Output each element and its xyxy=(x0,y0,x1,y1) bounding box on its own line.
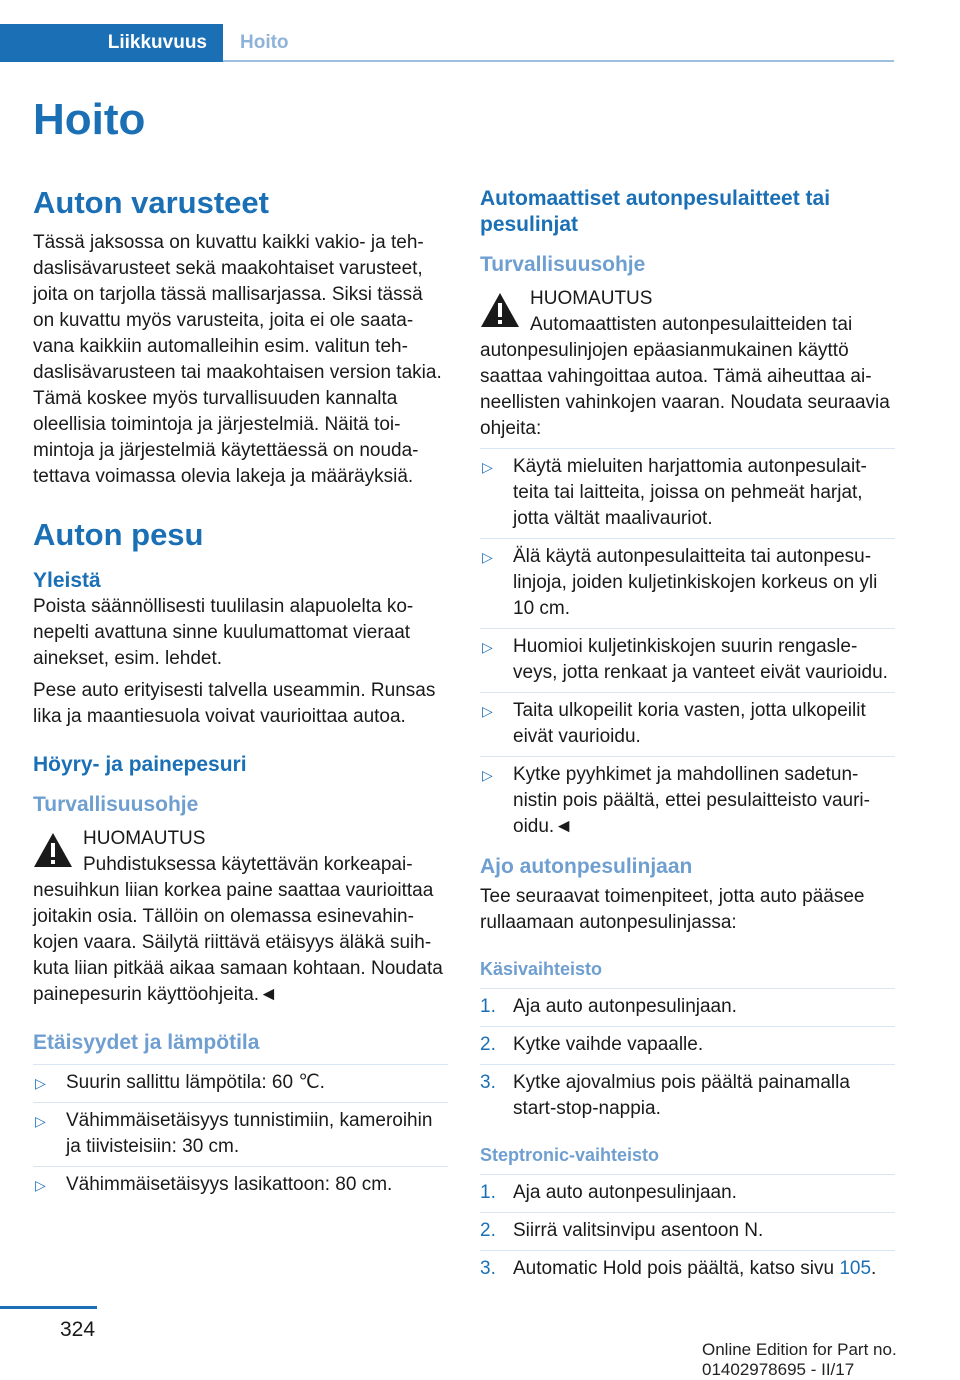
steptronic-steps-list xyxy=(480,1174,895,1282)
manual-steps-list xyxy=(480,988,895,1122)
heading-automaattiset-pesulaitteet: Automaattiset autonpesulaitteet tai pesulinjat xyxy=(480,187,831,236)
list-item: 2. Kytke vaihde vapaalle. xyxy=(480,1026,895,1058)
triangle-bullet-icon: ▷ xyxy=(35,1075,46,1091)
warning-block-left xyxy=(33,826,448,1008)
triangle-bullet-icon: ▷ xyxy=(482,549,493,565)
list-item: 3. Automatic Hold pois päältä, katso sivu 105. xyxy=(480,1250,895,1282)
list-item: 3. Kytke ajovalmius pois päältä painamalla start-stop-nappia. xyxy=(480,1064,895,1122)
heading-turvallisuusohje-right: Turvallisuusohje xyxy=(480,253,646,276)
list-item: ▷ Taita ulkopeilit koria vasten, jotta ulkopeilit eivät vaurioidu. xyxy=(480,692,895,750)
left-column xyxy=(33,186,448,1204)
heading-hoyry-painepesuri: Höyry- ja painepesuri xyxy=(33,753,247,776)
triangle-bullet-icon: ▷ xyxy=(482,767,493,783)
list-item: ▷ Kytke pyyhkimet ja mahdollinen sadetunnistin pois päältä, ettei pesulaitteisto vaurioidu.◄ xyxy=(480,756,895,840)
paragraph-equipment: Tässä jaksossa on kuvattu kaikki vakio- ja tehdaslisävarusteet sekä maakohtaiset varusteet, joita on tarjolla tässä mallisarjassa. Siksi tässä on kuvattu myös varusteita, joita ei ole saatavana kaikkiin automalleihin esim. valitun tehdaslisävarusteen tai maakohtaisen version takia. Tämä koskee myös turvallisuuden kannalta oleellisia toimintoja ja järjestelmiä. Näitä toimintoja ja järjestelmiä käytettäessä on noudatettava voimassa olevia lakeja ja määräyksiä. xyxy=(33,232,442,487)
right-column xyxy=(480,186,895,1288)
list-item: ▷ Huomioi kuljetinkiskojen suurin rengasleveys, jotta renkaat ja vanteet eivät vaurioidu. xyxy=(480,628,895,686)
heading-ajo-autonpesulinjaan: Ajo autonpesulinjaan xyxy=(480,855,693,878)
warning-triangle-icon xyxy=(33,832,73,868)
list-item: 2. Siirrä valitsinvipu asentoon N. xyxy=(480,1212,895,1244)
triangle-bullet-icon: ▷ xyxy=(35,1177,46,1193)
tab-liikkuvuus[interactable]: Liikkuvuus xyxy=(0,24,223,62)
heading-turvallisuusohje-left: Turvallisuusohje xyxy=(33,793,199,816)
warning-label-left: HUOMAUTUS xyxy=(83,828,206,849)
tab-hoito[interactable]: Hoito xyxy=(240,32,289,53)
page-link-105[interactable]: 105 xyxy=(839,1258,872,1279)
carwash-warning-list xyxy=(480,448,895,840)
paragraph-general-2: Pese auto erityisesti talvella useammin. Runsas lika ja maantiesuola voivat vaurioittaa autoa. xyxy=(33,680,436,727)
paragraph-drive: Tee seuraavat toimenpiteet, jotta auto pääsee rullaamaan autonpesulinjassa: xyxy=(480,886,865,933)
heading-auton-pesu: Auton pesu xyxy=(33,517,204,552)
warning-text-right: Automaattisten autonpesulaitteiden tai autonpesulinjojen epäasianmukainen käyttö saattaa vahingoittaa autoa. Tämä aiheuttaa aineellisten vahinkojen vaaran. Noudata seuraavia ohjeita: xyxy=(480,314,890,439)
header-divider xyxy=(223,60,894,62)
list-item: 1. Aja auto autonpesulinjaan. xyxy=(480,1174,895,1206)
heading-yleista: Yleistä xyxy=(33,569,101,592)
triangle-bullet-icon: ▷ xyxy=(482,459,493,475)
warning-block-right xyxy=(480,286,895,442)
heading-kasivaihteisto: Käsivaihteisto xyxy=(480,959,603,979)
triangle-bullet-icon: ▷ xyxy=(482,703,493,719)
footer-accent-line xyxy=(0,1306,97,1309)
distances-list xyxy=(33,1064,448,1198)
warning-label-right: HUOMAUTUS xyxy=(530,288,653,309)
list-item: ▷ Älä käytä autonpesulaitteita tai autonpesulinjoja, joiden kuljetinkiskojen korkeus on yli 10 cm. xyxy=(480,538,895,622)
paragraph-general-1: Poista säännöllisesti tuulilasin alapuolelta konepelti avattuna sinne kuulumattomat vieraat ainekset, esim. lehdet. xyxy=(33,596,414,669)
warning-text-left: Puhdistuksessa käytettävän korkeapainesuihkun liian korkea paine saattaa vaurioittaa joitakin osia. Tällöin on olemassa esinevahinkojen vaara. Säilytä riittävä etäisyys äläkä suihkuta liian pitkää aikaa samaan kohtaan. Noudata painepesurin käyttöohjeita.◄ xyxy=(33,854,443,1005)
heading-auton-varusteet: Auton varusteet xyxy=(33,185,269,220)
list-item: ▷ Vähimmäisetäisyys lasikattoon: 80 cm. xyxy=(33,1166,448,1198)
edition-footer: Online Edition for Part no. 01402978695 - II/17 xyxy=(702,1340,897,1379)
list-item: 1. Aja auto autonpesulinjaan. xyxy=(480,988,895,1020)
warning-triangle-icon xyxy=(480,292,520,328)
top-navigation-bar xyxy=(0,24,894,62)
list-item: ▷ Käytä mieluiten harjattomia autonpesulaitteita tai laitteita, joissa on pehmeät harjat, jotta vältät maalivauriot. xyxy=(480,448,895,532)
heading-etaisyydet-lampotila: Etäisyydet ja lämpötila xyxy=(33,1031,260,1054)
page-number: 324 xyxy=(60,1318,96,1341)
page-title: Hoito xyxy=(33,95,146,144)
list-item: ▷ Vähimmäisetäisyys tunnistimiin, kameroihin ja tiivisteisiin: 30 cm. xyxy=(33,1102,448,1160)
list-item: ▷ Suurin sallittu lämpötila: 60 ℃. xyxy=(33,1064,448,1096)
triangle-bullet-icon: ▷ xyxy=(482,639,493,655)
heading-steptronic: Steptronic-vaihteisto xyxy=(480,1145,660,1165)
triangle-bullet-icon: ▷ xyxy=(35,1113,46,1129)
